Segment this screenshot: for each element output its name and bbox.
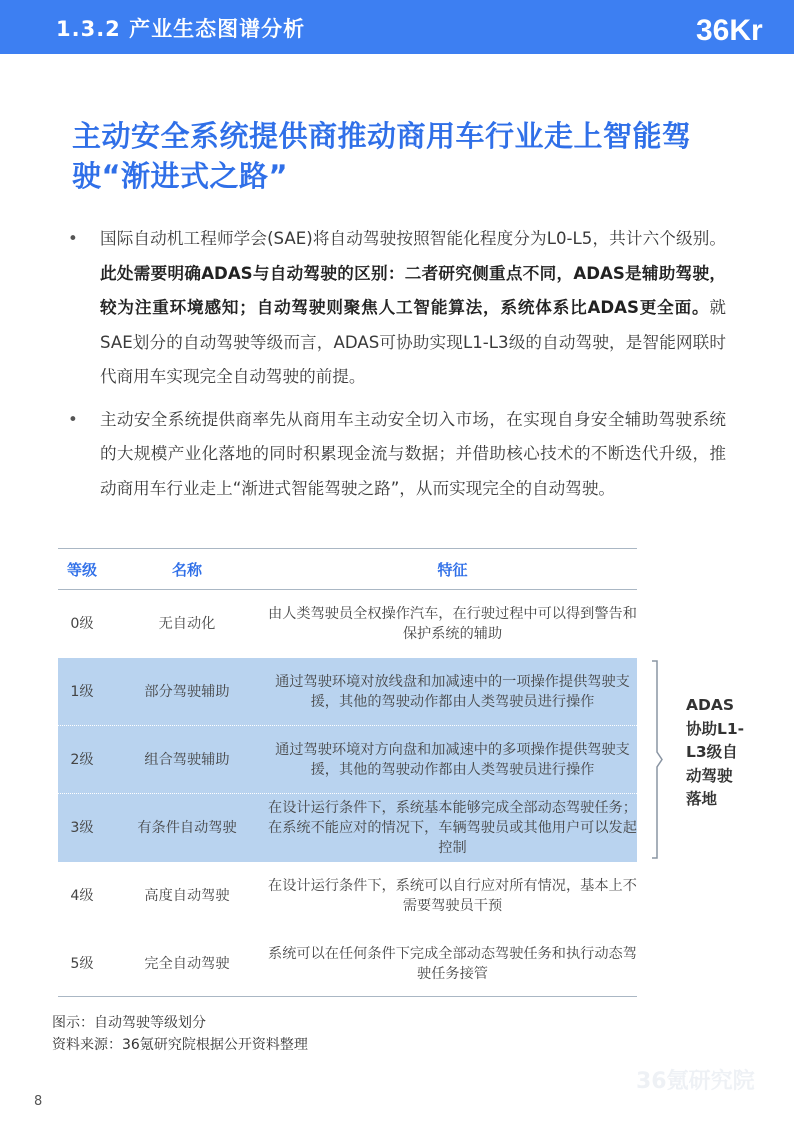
cell-feature: 在设计运行条件下，系统基本能够完成全部动态驾驶任务；在系统不能应对的情况下，车辆驾驶员或其他用户可以发起控制 (268, 800, 637, 856)
bullet-list (64, 222, 726, 514)
table-header (58, 548, 637, 590)
header-name: 名称 (171, 560, 202, 579)
bullet-dot: • (68, 229, 78, 248)
cell-name: 部分驾驶辅助 (144, 684, 230, 700)
table-row (58, 726, 637, 794)
bullet-item (64, 222, 726, 395)
cell-name: 高度自动驾驶 (144, 888, 230, 904)
bullet-item (64, 403, 726, 507)
cell-feature: 系统可以在任何条件下完成全部动态驾驶任务和执行动态驾驶任务接管 (268, 946, 637, 982)
cell-level: 3级 (70, 820, 94, 836)
source-caption: 资料来源：36氪研究院根据公开资料整理 (52, 1037, 308, 1053)
cell-name: 组合驾驶辅助 (144, 752, 230, 768)
watermark-text: 36氪研究院 (636, 1069, 755, 1094)
figure-caption: 图示：自动驾驶等级划分 (52, 1015, 206, 1031)
adas-note: ADAS协助L1-L3级自动驾驶落地 (686, 696, 745, 808)
bullet-text: 主动安全系统提供商率先从商用车主动安全切入市场，在实现自身安全辅助驾驶系统的大规模产业化落地的同时积累现金流与数据；并借助核心技术的不断迭代升级，推动商用车行业走上“渐进式智能驾驶之路”，从而实现完全的自动驾驶。 (100, 409, 726, 498)
cell-feature: 在设计运行条件下，系统可以自行应对所有情况，基本上不需要驾驶员干预 (268, 878, 637, 914)
cell-level: 2级 (70, 752, 94, 768)
cell-level: 0级 (70, 616, 94, 632)
table-row (58, 930, 637, 998)
cell-level: 1级 (70, 684, 94, 700)
right-brace-icon (651, 660, 663, 859)
cell-name: 完全自动驾驶 (144, 956, 230, 972)
header-feature: 特征 (437, 560, 468, 579)
bullet-dot: • (68, 409, 78, 429)
36kr-logo (690, 0, 794, 54)
cell-level: 5级 (70, 956, 94, 972)
page-number: 8 (34, 1094, 43, 1109)
table-row (58, 590, 637, 658)
cell-feature: 通过驾驶环境对方向盘和加减速中的多项操作提供驾驶支援，其他的驾驶动作都由人类驾驶员进行操作 (275, 742, 630, 778)
page-title: 主动安全系统提供商推动商用车行业走上智能驾驶“渐进式之路” (72, 119, 692, 193)
cell-name: 有条件自动驾驶 (137, 820, 237, 836)
table-row (58, 794, 637, 862)
bullet-text: 就SAE划分的自动驾驶等级而言，ADAS可协助实现L1-L3级的自动驾驶，是智能网联时代商用车实现完全自动驾驶的前提。 (100, 298, 726, 386)
table-row (58, 862, 637, 930)
watermark-logo (634, 1058, 782, 1102)
cell-feature: 由人类驾驶员全权操作汽车，在行驶过程中可以得到警告和保护系统的辅助 (268, 606, 637, 642)
cell-name: 无自动化 (158, 616, 216, 632)
bullet-bold-text: 此处需要明确ADAS与自动驾驶的区别：二者研究侧重点不同，ADAS是辅助驾驶，较为注重环境感知；自动驾驶则聚焦人工智能算法，系统体系比ADAS更全面。 (100, 263, 726, 317)
autonomy-level-table (58, 548, 637, 998)
cell-feature: 通过驾驶环境对放线盘和加减速中的一项操作提供驾驶支援，其他的驾驶动作都由人类驾驶员进行操作 (275, 674, 630, 710)
caption (52, 1012, 308, 1056)
section-title: 1.3.2 产业生态图谱分析 (56, 17, 306, 41)
cell-level: 4级 (70, 888, 94, 904)
table-row (58, 658, 637, 726)
logo-text: 36Kr (696, 14, 763, 47)
header-level: 等级 (66, 560, 97, 579)
table-bottom-rule (58, 996, 637, 997)
bullet-text: 国际自动机工程师学会(SAE)将自动驾驶按照智能化程度分为L0-L5，共计六个级别。 (100, 229, 726, 248)
